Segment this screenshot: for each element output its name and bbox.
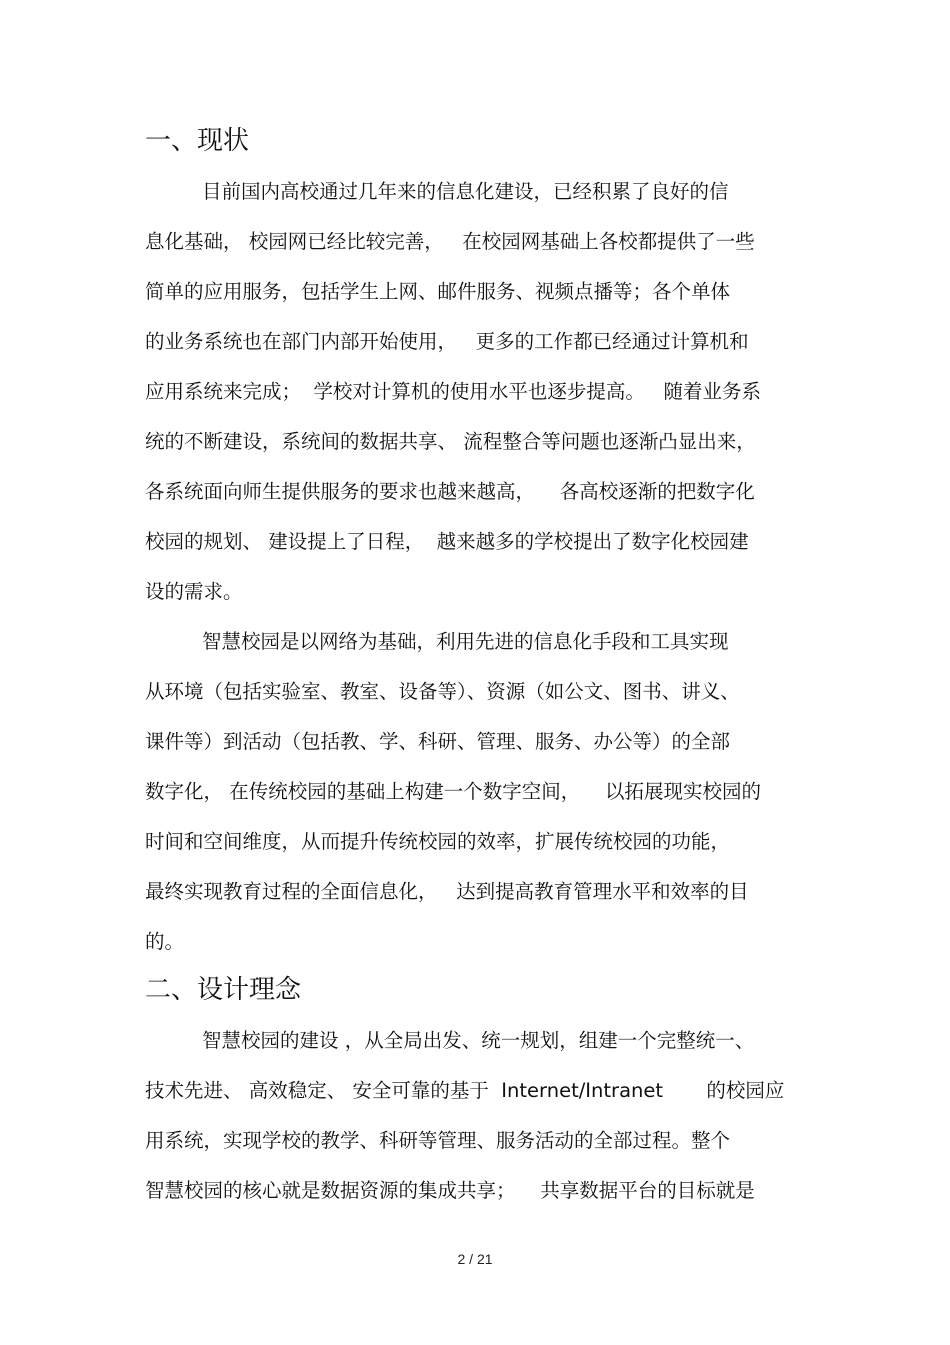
text-line: 应用系统来完成； 学校对计算机的使用水平也逐步提高。 随着业务系 [145,380,761,403]
text-line: 校园的规划、 建设提上了日程， 越来越多的学校提出了数字化校园建 [145,530,749,553]
text-line: 数字化， 在传统校园的基础上构建一个数字空间， 以拓展现实校园的 [145,780,761,803]
text-line: 时间和空间维度，从而提升传统校园的效率，扩展传统校园的功能， [145,830,731,853]
text-line: 目前国内高校通过几年来的信息化建设，已经积累了良好的信 [202,180,729,203]
text-line: 最终实现教育过程的全面信息化， 达到提高教育管理水平和效率的目 [145,880,749,903]
text-line: 课件等）到活动（包括教、学、科研、管理、服务、办公等）的全部 [145,730,731,753]
text-line: 的业务系统也在部门内部开始使用， 更多的工作都已经通过计算机和 [145,330,749,353]
page-number: 2 / 21 [457,1251,493,1267]
section-heading-status: 一、现状 [145,126,250,156]
text-line: 各系统面向师生提供服务的要求也越来越高， 各高校逐渐的把数字化 [145,480,755,503]
text-line: 智慧校园是以网络为基础，利用先进的信息化手段和工具实现 [202,630,729,653]
text-line: 从环境（包括实验室、教室、设备等）、资源（如公文、图书、讲义、 [145,680,740,703]
text-line: 智慧校园的建设 ，从全局出发、统一规划，组建一个完整统一、 [202,1029,755,1052]
text-line: 技术先进、 高效稳定、 安全可靠的基于 Internet/Intranet 的校园应 [145,1079,785,1102]
text-line: 设的需求。 [145,580,243,603]
text-line: 简单的应用服务，包括学生上网、邮件服务、视频点播等；各个单体 [145,280,731,303]
text-line: 用系统，实现学校的教学、科研等管理、服务活动的全部过程。整个 [145,1129,731,1152]
section-heading-design-concept: 二、设计理念 [145,975,302,1005]
text-line: 的。 [145,930,185,953]
text-line: 息化基础， 校园网已经比较完善， 在校园网基础上各校都提供了一些 [145,230,755,253]
text-line: 智慧校园的核心就是数据资源的集成共享； 共享数据平台的目标就是 [145,1179,755,1202]
text-line: 统的不断建设，系统间的数据共享、 流程整合等问题也逐渐凸显出来， [145,430,756,453]
